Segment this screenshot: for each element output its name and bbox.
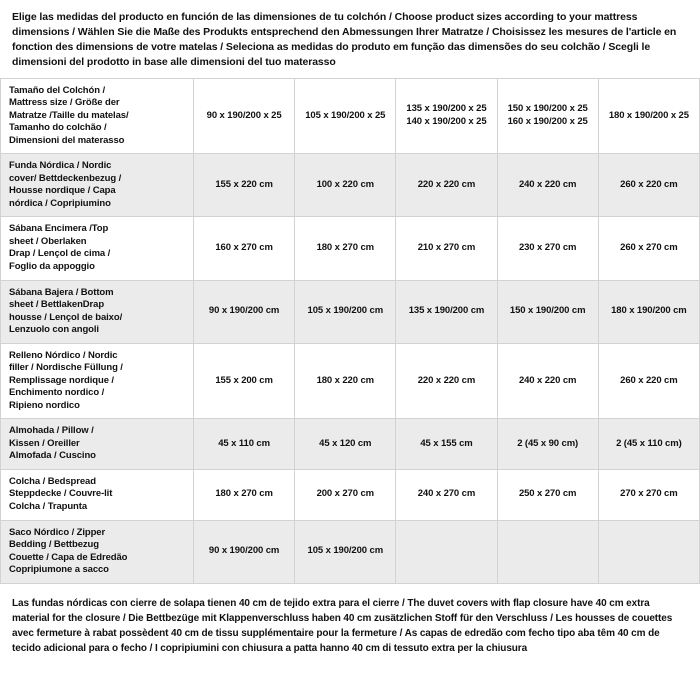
row-cell: 150 x 190/200 cm xyxy=(497,280,598,343)
row-cell xyxy=(598,520,699,583)
row-cell: 45 x 120 cm xyxy=(295,419,396,470)
header-column-value: 90 x 190/200 x 25 xyxy=(206,109,282,121)
row-label-line: sheet / Oberlaken xyxy=(9,235,87,247)
row-cell: 240 x 220 cm xyxy=(497,343,598,419)
row-cell: 250 x 270 cm xyxy=(497,469,598,520)
row-cell: 90 x 190/200 cm xyxy=(194,520,295,583)
row-label-line: Couette / Capa de Edredão xyxy=(9,551,128,563)
header-row-label-lines xyxy=(9,85,187,148)
header-column-value: 105 x 190/200 x 25 xyxy=(305,109,386,121)
row-label xyxy=(1,419,194,470)
row-cell: 180 x 270 cm xyxy=(295,217,396,280)
row-label xyxy=(1,154,194,217)
row-cell: 260 x 270 cm xyxy=(598,217,699,280)
row-label-line: housse / Lençol de baixo/ xyxy=(9,311,123,323)
row-label-line: Drap / Lençol de cima / xyxy=(9,248,111,260)
row-label-line: Colcha / Trapunta xyxy=(9,500,88,512)
header-column-value: 160 x 190/200 x 25 xyxy=(507,115,588,127)
row-cell: 135 x 190/200 cm xyxy=(396,280,497,343)
row-cell xyxy=(396,520,497,583)
row-label-line: Relleno Nórdico / Nordic xyxy=(9,349,118,361)
header-label-line: Mattress size / Größe der xyxy=(9,97,120,109)
header-column-5 xyxy=(598,78,699,154)
row-label-line: Almofada / Cuscino xyxy=(9,450,96,462)
row-label-line: Colcha / Bedspread xyxy=(9,475,96,487)
table-body xyxy=(1,78,700,583)
table-header-row xyxy=(1,78,700,154)
row-cell: 210 x 270 cm xyxy=(396,217,497,280)
row-cell xyxy=(497,520,598,583)
row-label-lines xyxy=(9,350,187,413)
header-column-1 xyxy=(194,78,295,154)
row-label xyxy=(1,520,194,583)
header-column-3 xyxy=(396,78,497,154)
row-cell: 220 x 220 cm xyxy=(396,154,497,217)
row-label xyxy=(1,280,194,343)
row-cell: 100 x 220 cm xyxy=(295,154,396,217)
row-cell: 160 x 270 cm xyxy=(194,217,295,280)
table-row xyxy=(1,217,700,280)
row-cell: 260 x 220 cm xyxy=(598,343,699,419)
row-cell: 220 x 220 cm xyxy=(396,343,497,419)
row-label-line: cover/ Bettdeckenbezug / xyxy=(9,172,122,184)
header-column-value-lines xyxy=(400,103,492,128)
row-cell: 260 x 220 cm xyxy=(598,154,699,217)
header-column-value: 180 x 190/200 x 25 xyxy=(608,109,689,121)
row-cell: 2 (45 x 90 cm) xyxy=(497,419,598,470)
row-cell: 180 x 270 cm xyxy=(194,469,295,520)
row-label-line: filler / Nordische Füllung / xyxy=(9,362,123,374)
header-row-label xyxy=(1,78,194,154)
size-guide-table xyxy=(0,78,700,584)
row-label xyxy=(1,343,194,419)
row-label-line: sheet / BettlakenDrap xyxy=(9,299,105,311)
row-label-line: Sábana Encimera /Top xyxy=(9,223,109,235)
row-label-lines xyxy=(9,223,187,273)
table-row xyxy=(1,469,700,520)
header-label-line: Tamanho do colchão / xyxy=(9,122,107,134)
row-cell: 240 x 270 cm xyxy=(396,469,497,520)
row-label-line: Kissen / Oreiller xyxy=(9,437,80,449)
table-row xyxy=(1,520,700,583)
header-label-line: Matratze /Taille du matelas/ xyxy=(9,109,129,121)
row-label-line: Housse nordique / Capa xyxy=(9,185,116,197)
row-cell: 105 x 190/200 cm xyxy=(295,520,396,583)
table-row xyxy=(1,343,700,419)
footer-note: Las fundas nórdicas con cierre de solapa tienen 40 cm de tejido extra para el cierre / The duvet covers with flap closure have 40 cm extra material for the closure / Die Bettbezüge mit Klappenverschluss haben 40 cm zusätzlichen Stoff für den Verschluss / Les housses de couettes avec fermeture à rabat possèdent 40 cm de tissu supplémentaire pour la fermeture / As capas de edredão com fecho tipo aba têm 40 cm de tecido adicional para o fecho / I copripiumini con chiusura a patta hanno 40 cm di tessuto extra per la chiusura xyxy=(12,597,673,654)
row-cell: 2 (45 x 110 cm) xyxy=(598,419,699,470)
table-row xyxy=(1,154,700,217)
header-column-2 xyxy=(295,78,396,154)
row-label xyxy=(1,469,194,520)
row-cell: 155 x 200 cm xyxy=(194,343,295,419)
row-cell: 180 x 220 cm xyxy=(295,343,396,419)
header-column-value: 150 x 190/200 x 25 xyxy=(507,103,588,115)
row-label-lines xyxy=(9,527,187,577)
row-label-lines xyxy=(9,425,187,463)
row-label-line: Funda Nórdica / Nordic xyxy=(9,160,112,172)
header-column-4 xyxy=(497,78,598,154)
header-column-value: 140 x 190/200 x 25 xyxy=(406,115,487,127)
row-cell: 240 x 220 cm xyxy=(497,154,598,217)
header-label-line: Tamaño del Colchón / xyxy=(9,84,105,96)
row-label-line: Steppdecke / Couvre-lit xyxy=(9,488,113,500)
row-label-line: Foglio da appoggio xyxy=(9,261,95,272)
bottom-spacer xyxy=(0,666,700,700)
row-cell: 230 x 270 cm xyxy=(497,217,598,280)
row-cell: 45 x 110 cm xyxy=(194,419,295,470)
row-label-lines xyxy=(9,476,187,514)
row-cell: 45 x 155 cm xyxy=(396,419,497,470)
row-label-line: Saco Nórdico / Zipper xyxy=(9,526,106,538)
header-label-line: Dimensioni del materasso xyxy=(9,134,125,146)
row-label-line: nórdica / Copripiumino xyxy=(9,197,111,209)
table-row xyxy=(1,419,700,470)
row-label-lines xyxy=(9,160,187,210)
header-column-value-lines xyxy=(502,103,594,128)
row-cell: 90 x 190/200 cm xyxy=(194,280,295,343)
table-row xyxy=(1,280,700,343)
row-cell: 200 x 270 cm xyxy=(295,469,396,520)
row-label-line: Remplissage nordique / xyxy=(9,374,114,386)
header-note: Elige las medidas del producto en función de las dimensiones de tu colchón / Choose product sizes according to your mattress dimensions / Wählen Sie die Maße des Produkts entsprechend den Abmessungen Ihrer Matratze / Choisissez les mesures de l'article en fonction des dimensions de votre matelas / Seleciona as medidas do produto em função das dimensões do seu colchão / Scegli le dimensioni del prodotto in base alle dimensioni del tuo materasso xyxy=(12,11,677,68)
row-label-line: Enchimento nordico / xyxy=(9,387,105,399)
row-cell: 155 x 220 cm xyxy=(194,154,295,217)
row-cell: 180 x 190/200 cm xyxy=(598,280,699,343)
row-label-line: Lenzuolo con angoli xyxy=(9,324,99,336)
row-label xyxy=(1,217,194,280)
row-label-line: Ripieno nordico xyxy=(9,399,80,411)
row-cell: 105 x 190/200 cm xyxy=(295,280,396,343)
header-column-value: 135 x 190/200 x 25 xyxy=(406,103,487,115)
row-label-line: Copripiumone a sacco xyxy=(9,564,109,576)
row-label-line: Sábana Bajera / Bottom xyxy=(9,286,114,298)
row-label-lines xyxy=(9,287,187,337)
row-label-line: Bedding / Bettbezug xyxy=(9,539,99,551)
row-label-line: Almohada / Pillow / xyxy=(9,425,94,437)
row-cell: 270 x 270 cm xyxy=(598,469,699,520)
